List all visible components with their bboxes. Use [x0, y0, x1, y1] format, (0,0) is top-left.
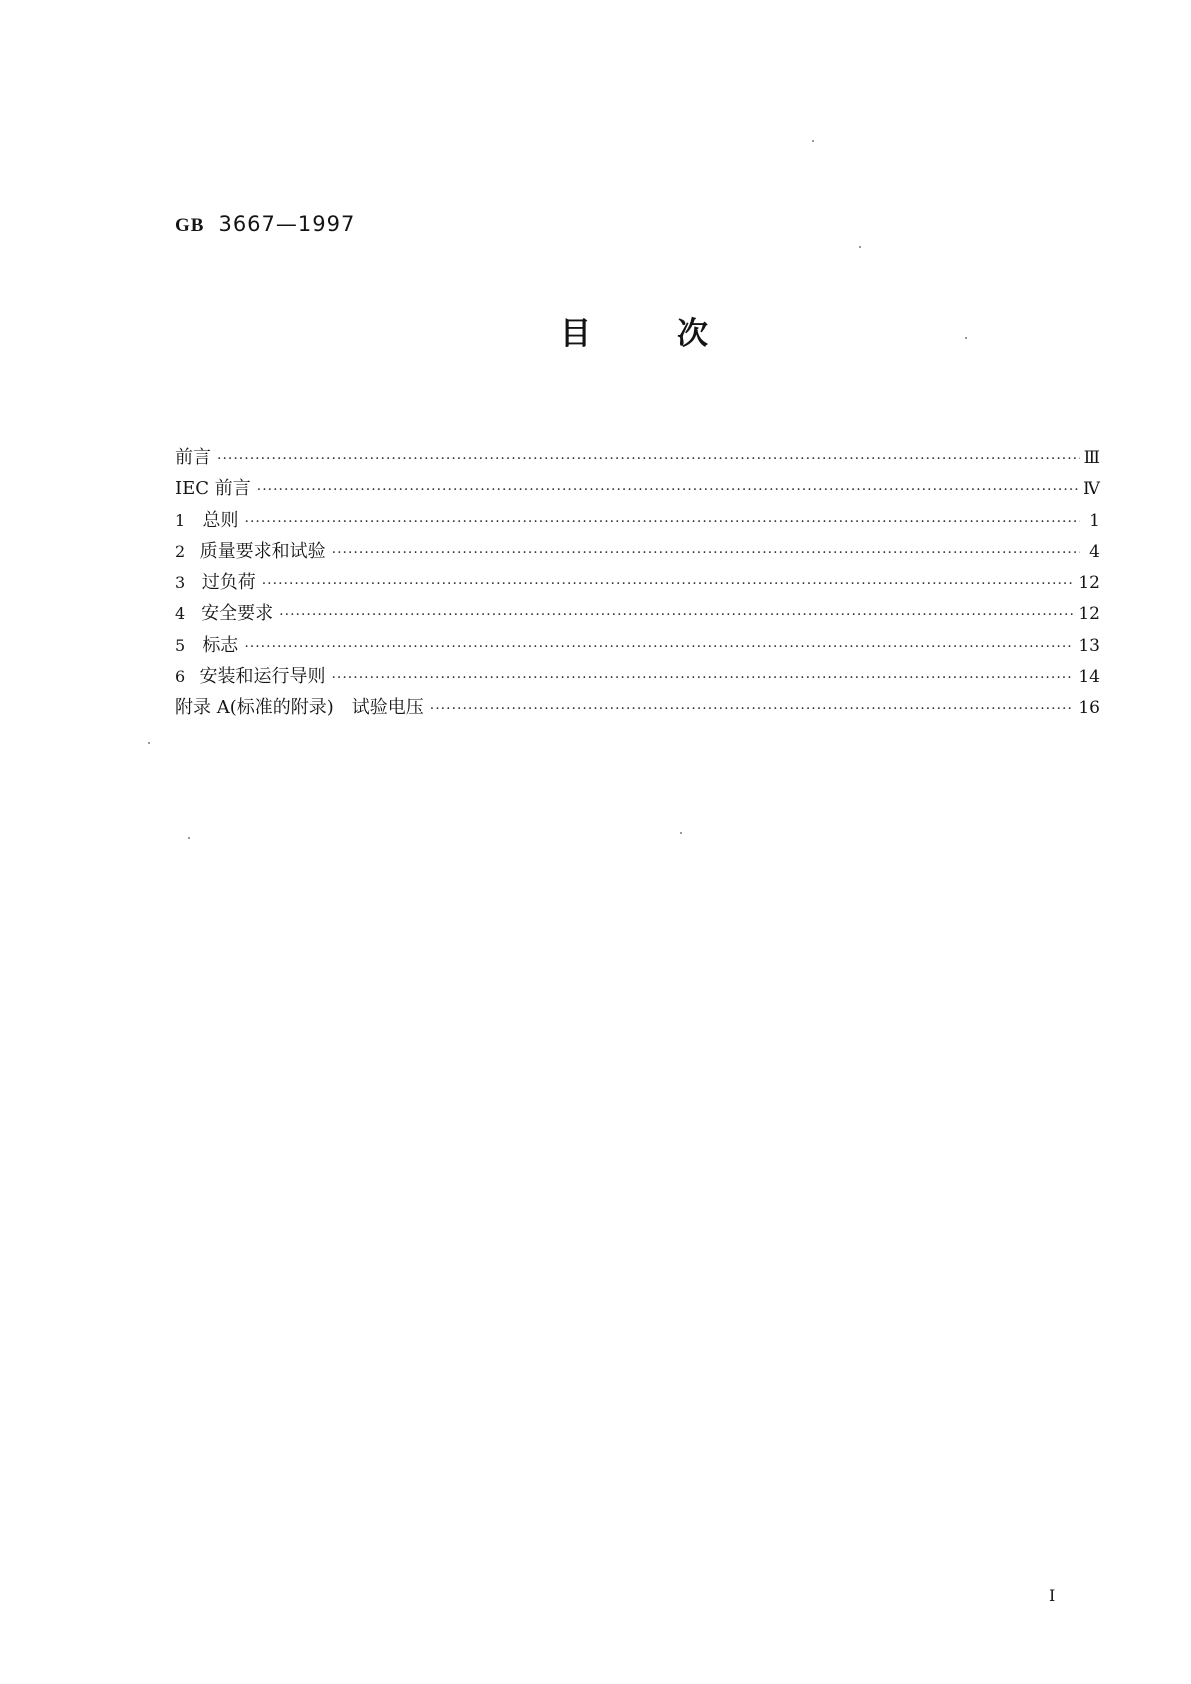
toc-entry-number: 5: [175, 635, 186, 655]
toc-entry-page: 4: [1089, 541, 1100, 562]
toc-leader-dots: [244, 639, 1074, 655]
standard-prefix: GB: [175, 215, 205, 236]
toc-entry-page: 1: [1089, 510, 1100, 531]
scan-speck: [188, 837, 190, 839]
toc-entry[interactable]: [175, 568, 1100, 599]
toc-entry-label: 安全要求: [201, 603, 274, 625]
toc-entry-label: 前言: [175, 447, 211, 468]
toc-leader-dots: [331, 670, 1074, 686]
toc-entry[interactable]: [175, 506, 1100, 537]
toc-entry-label: 附录 A(标准的附录) 试验电压: [175, 697, 424, 719]
toc-entry-label: 总则: [202, 509, 239, 531]
toc-entry-number: 2: [175, 541, 186, 561]
toc-entry-page: Ⅳ: [1083, 479, 1100, 500]
toc-heading: [560, 308, 708, 353]
toc-entry-page: 12: [1078, 604, 1100, 625]
toc-leader-dots: [257, 482, 1079, 498]
toc-heading-char-2: 次: [677, 316, 708, 352]
toc-leader-dots: [279, 607, 1074, 623]
toc-entry-page: 16: [1078, 698, 1100, 719]
toc-entry-number: 1: [175, 510, 186, 530]
toc-entry-number: 4: [175, 604, 186, 624]
toc-entry-label: 标志: [202, 634, 239, 656]
toc-entry[interactable]: [175, 443, 1100, 474]
scan-speck: [680, 832, 682, 834]
toc-entry-number: 3: [175, 573, 186, 593]
toc-entry-label: 过负荷: [201, 572, 256, 594]
toc-entry-page: 12: [1078, 573, 1100, 594]
toc-entry-page: 13: [1078, 635, 1100, 656]
page-folio: I: [1049, 1586, 1056, 1605]
toc-entry[interactable]: [175, 693, 1100, 724]
toc-leader-dots: [430, 701, 1075, 717]
standard-number: 3667—1997: [218, 212, 356, 236]
toc-entry[interactable]: [175, 537, 1100, 568]
toc-entry-page: Ⅲ: [1083, 448, 1100, 468]
toc-entry-number: 6: [175, 667, 186, 687]
toc-leader-dots: [332, 545, 1080, 561]
scan-speck: [148, 742, 150, 744]
toc-entry-page: 14: [1078, 667, 1100, 688]
toc-entry[interactable]: [175, 631, 1100, 662]
toc-entry-label: 安装和运行导则: [199, 666, 326, 688]
scan-speck: [812, 140, 814, 142]
scan-speck: [859, 246, 861, 248]
toc-entry[interactable]: [175, 474, 1100, 505]
toc-entry[interactable]: [175, 662, 1100, 693]
toc-leader-dots: [262, 576, 1075, 592]
toc-entry-label: IEC 前言: [175, 478, 251, 500]
table-of-contents: [175, 443, 1100, 725]
toc-leader-dots: [217, 451, 1080, 467]
standard-code: [175, 212, 355, 237]
toc-entry[interactable]: [175, 599, 1100, 630]
scan-speck: [965, 337, 967, 339]
toc-leader-dots: [245, 514, 1081, 530]
toc-entry-label: 质量要求和试验: [199, 540, 326, 562]
toc-heading-char-1: 目: [560, 316, 591, 352]
